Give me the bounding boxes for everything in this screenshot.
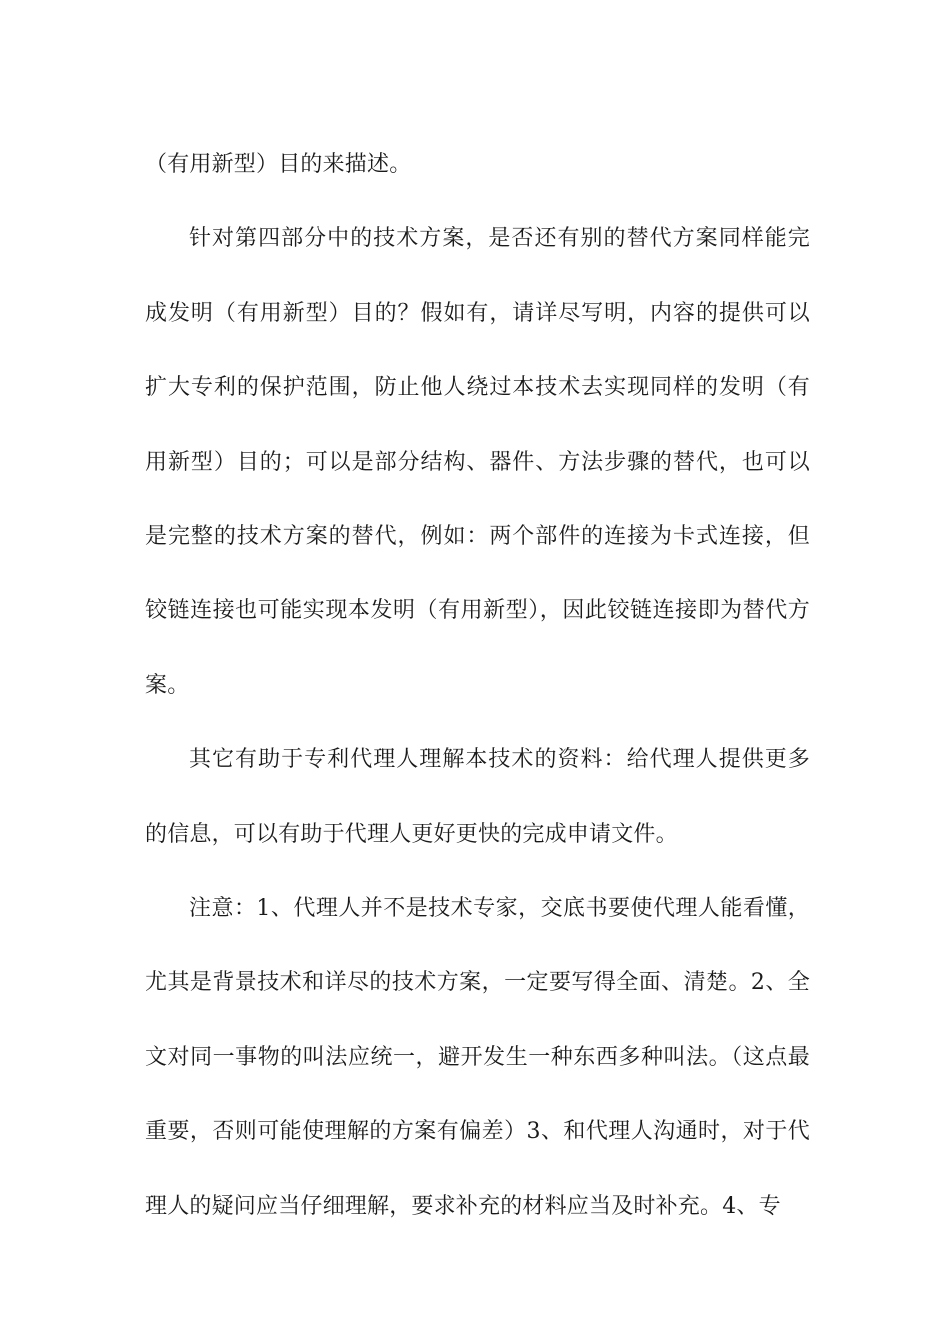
paragraph-alternative-solutions: 针对第四部分中的技术方案，是否还有别的替代方案同样能完成发明（有用新型）目的？假如有，请详尽写明，内容的提供可以扩大专利的保护范围，防止他人绕过本技术去实现同样的发明（有用新型）目的；可以是部分结构、器件、方法步骤的替代，也可以是完整的技术方案的替代，例如：两个部件的连接为卡式连接，但铰链连接也可能实现本发明（有用新型），因此铰链连接即为替代方案。	[145, 226, 810, 698]
document-body	[145, 128, 810, 1244]
paragraph-continuation: （有用新型）目的来描述。	[145, 152, 412, 177]
paragraph-other-materials: 其它有助于专利代理人理解本技术的资料：给代理人提供更多的信息，可以有助于代理人更好更快的完成申请文件。	[145, 747, 810, 847]
paragraph-notes: 注意：1、代理人并不是技术专家，交底书要使代理人能看懂，尤其是背景技术和详尽的技术方案，一定要写得全面、清楚。2、全文对同一事物的叫法应统一，避开发生一种东西多种叫法。（这点最重要，否则可能使理解的方案有偏差）3、和代理人沟通时，对于代理人的疑问应当仔细理解，要求补充的材料应当及时补充。4、专	[145, 896, 810, 1219]
